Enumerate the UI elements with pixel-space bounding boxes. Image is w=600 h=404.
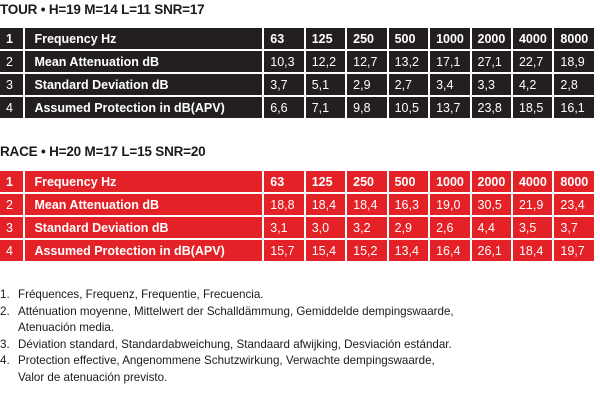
row-index: 1 — [0, 171, 23, 192]
table-cell: 15,2 — [347, 240, 386, 261]
table-cell: 19,7 — [554, 240, 594, 261]
table-row — [0, 97, 594, 118]
footnote-index: 2. — [0, 304, 10, 318]
table-cell: 4,2 — [513, 74, 552, 95]
race-title: RACE • H=20 M=17 L=15 SNR=20 — [0, 144, 206, 159]
table-cell: 9,8 — [347, 97, 386, 118]
table-cell: 16,4 — [430, 240, 469, 261]
table-cell: 2000 — [472, 171, 511, 192]
table-cell: 18,4 — [306, 194, 345, 215]
table-cell: 7,1 — [306, 97, 345, 118]
table-cell: 2,8 — [554, 74, 594, 95]
table-cell: 125 — [306, 28, 345, 49]
footnote-line: Déviation standard, Standardabweichung, Standaard afwijking, Desviación estándar. — [18, 337, 452, 351]
row-label: Frequency Hz — [25, 28, 262, 49]
row-label: Mean Attenuation dB — [25, 51, 262, 72]
table-cell: 3,0 — [306, 217, 345, 238]
table-cell: 4000 — [513, 171, 552, 192]
row-label: Mean Attenuation dB — [25, 194, 262, 215]
table-cell: 500 — [389, 28, 428, 49]
table-cell: 13,4 — [389, 240, 428, 261]
table-cell: 18,4 — [513, 240, 552, 261]
footnote-line: Protection effective, Angenommene Schutzwirkung, Verwachte dempingswaarde, — [18, 354, 435, 367]
table-cell: 23,4 — [554, 194, 594, 215]
table-cell: 16,3 — [389, 194, 428, 215]
table-cell: 6,6 — [264, 97, 303, 118]
table-row — [0, 194, 594, 215]
footnote-index: 1. — [0, 288, 10, 301]
table-cell: 15,7 — [264, 240, 303, 261]
table-cell: 30,5 — [472, 194, 511, 215]
table-cell: 21,9 — [513, 194, 552, 215]
table-row — [0, 171, 594, 192]
table-row — [0, 28, 594, 49]
race-attenuation-table — [0, 169, 596, 263]
row-index: 2 — [0, 51, 23, 72]
table-cell: 4,4 — [472, 217, 511, 238]
row-label: Assumed Protection in dB(APV) — [25, 97, 262, 118]
table-cell: 2,6 — [430, 217, 469, 238]
table-cell: 18,9 — [554, 51, 594, 72]
table-cell: 13,7 — [430, 97, 469, 118]
footnote-index: 4. — [0, 354, 10, 367]
footnote-item — [0, 287, 596, 304]
row-label: Standard Deviation dB — [25, 217, 262, 238]
table-cell: 5,1 — [306, 74, 345, 95]
row-label: Assumed Protection in dB(APV) — [25, 240, 262, 261]
table-row — [0, 217, 594, 238]
row-index: 3 — [0, 74, 23, 95]
tour-title: TOUR • H=19 M=14 L=11 SNR=17 — [0, 2, 205, 17]
table-cell: 18,4 — [347, 194, 386, 215]
footnote-line: Fréquences, Frequenz, Frequentie, Frecuencia. — [18, 288, 264, 301]
table-cell: 18,8 — [264, 194, 303, 215]
table-cell: 2000 — [472, 28, 511, 49]
table-cell: 500 — [389, 171, 428, 192]
table-cell: 125 — [306, 171, 345, 192]
table-cell: 3,3 — [472, 74, 511, 95]
table-cell: 3,4 — [430, 74, 469, 95]
table-cell: 1000 — [430, 28, 469, 49]
table-cell: 3,7 — [264, 74, 303, 95]
table-cell: 3,2 — [347, 217, 386, 238]
table-cell: 8000 — [554, 171, 594, 192]
row-index: 1 — [0, 28, 23, 49]
footnote-text — [18, 353, 596, 386]
footnote-text — [18, 287, 596, 304]
row-label: Standard Deviation dB — [25, 74, 262, 95]
table-cell: 63 — [264, 28, 303, 49]
table-cell: 8000 — [554, 28, 594, 49]
table-cell: 3,7 — [554, 217, 594, 238]
tour-attenuation-table — [0, 26, 596, 120]
table-row — [0, 74, 594, 95]
footnote-line: Valor de atenuación previsto. — [18, 370, 168, 384]
footnote-text — [18, 337, 596, 354]
table-cell: 2,9 — [347, 74, 386, 95]
row-index: 2 — [0, 194, 23, 215]
footnote-text — [18, 304, 596, 337]
footnote-line: Atenuación media. — [18, 321, 115, 334]
table-cell: 3,5 — [513, 217, 552, 238]
table-cell: 16,1 — [554, 97, 594, 118]
table-cell: 10,5 — [389, 97, 428, 118]
table-cell: 3,1 — [264, 217, 303, 238]
table-cell: 22,7 — [513, 51, 552, 72]
footnote-item — [0, 337, 596, 354]
table-cell: 63 — [264, 171, 303, 192]
table-cell: 250 — [347, 28, 386, 49]
table-cell: 23,8 — [472, 97, 511, 118]
table-cell: 1000 — [430, 171, 469, 192]
table-cell: 2,9 — [389, 217, 428, 238]
table-cell: 26,1 — [472, 240, 511, 261]
table-cell: 250 — [347, 171, 386, 192]
row-index: 4 — [0, 240, 23, 261]
table-cell: 17,1 — [430, 51, 469, 72]
table-cell: 19,0 — [430, 194, 469, 215]
table-cell: 12,7 — [347, 51, 386, 72]
row-index: 4 — [0, 97, 23, 118]
table-row — [0, 51, 594, 72]
table-cell: 2,7 — [389, 74, 428, 95]
footnote-index: 3. — [0, 337, 10, 351]
row-index: 3 — [0, 217, 23, 238]
table-cell: 18,5 — [513, 97, 552, 118]
footnote-item — [0, 304, 596, 337]
table-cell: 10,3 — [264, 51, 303, 72]
table-cell: 27,1 — [472, 51, 511, 72]
row-label: Frequency Hz — [25, 171, 262, 192]
footnotes — [0, 287, 596, 386]
table-cell: 4000 — [513, 28, 552, 49]
footnote-line: Atténuation moyenne, Mittelwert der Schalldämmung, Gemiddelde dempingswaarde, — [18, 304, 454, 318]
table-row — [0, 240, 594, 261]
table-cell: 15,4 — [306, 240, 345, 261]
footnote-item — [0, 353, 596, 386]
table-cell: 13,2 — [389, 51, 428, 72]
table-cell: 12,2 — [306, 51, 345, 72]
